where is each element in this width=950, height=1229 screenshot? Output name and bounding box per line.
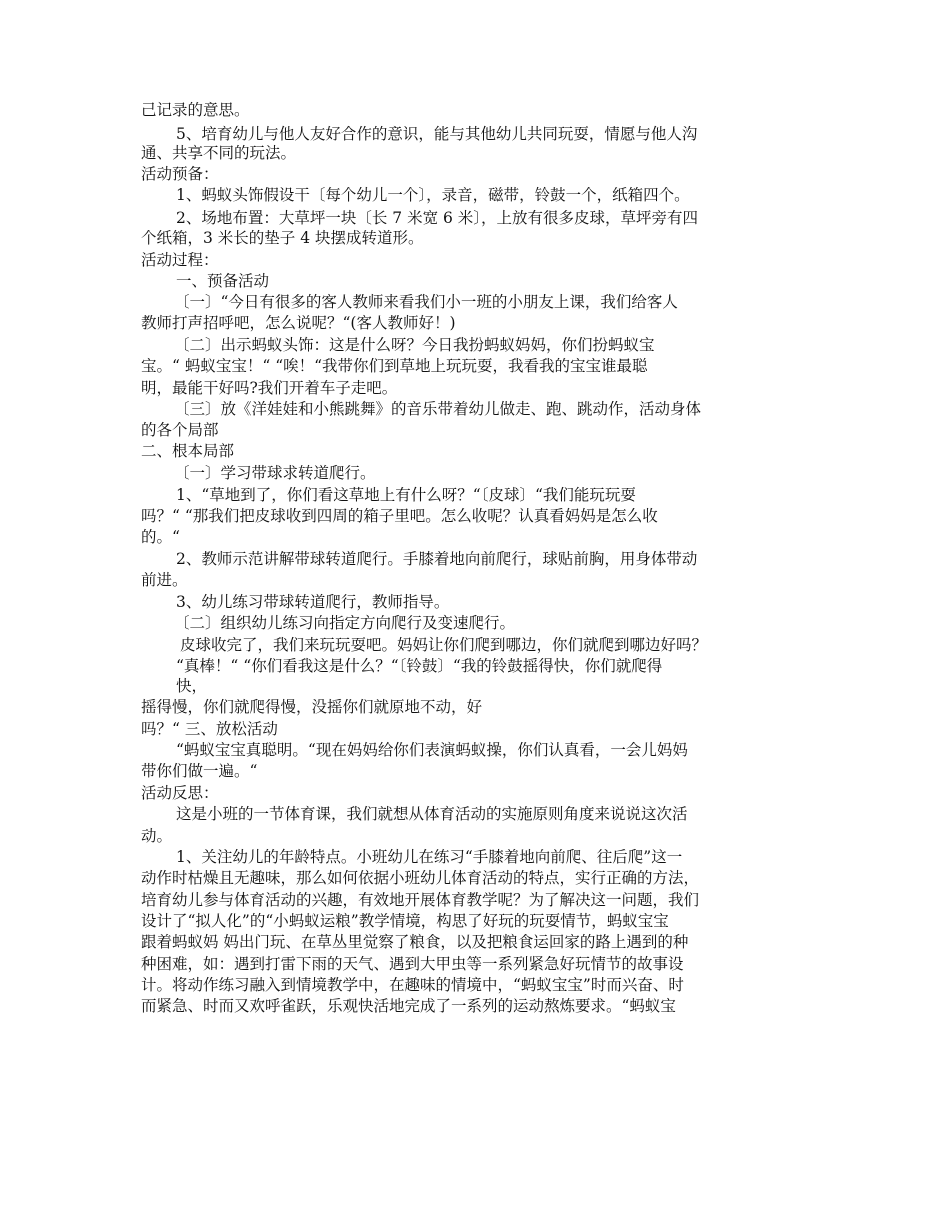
text-line: 吗？“ 三、放松活动 — [141, 720, 278, 738]
section-heading: 一、预备活动 — [176, 272, 270, 290]
text-line: 动作时枯燥且无趣味，那么如何依据小班幼儿体育活动的特点，实行正确的方法， — [141, 869, 700, 887]
text-line: 1、关注幼儿的年龄特点。小班幼儿在练习“手膝着地向前爬、往后爬”这一 — [176, 848, 683, 866]
text-line: 快， — [176, 677, 208, 695]
section-heading: 活动预备： — [141, 165, 219, 183]
text-line: 设计了“拟人化”的“小蚂蚁运粮”教学情境，构思了好玩的玩耍情节，蚂蚁宝宝 — [141, 912, 669, 930]
text-line: 〔二〕出示蚂蚁头饰：这是什么呀？今日我扮蚂蚁妈妈，你们扮蚂蚁宝 — [174, 336, 655, 354]
text-line: “真棒！“ “你们看我这是什么？“〔铃鼓〕“我的铃鼓摇得快，你们就爬得 — [176, 657, 663, 675]
text-line: 1、蚂蚁头饰假设干〔每个幼儿一个〕，录音，磁带，铃鼓一个，纸箱四个。 — [176, 186, 690, 204]
text-line: 2、教师示范讲解带球转道爬行。手膝着地向前爬行，球贴前胸，用身体带动 — [176, 550, 698, 568]
text-line: 通、共享不同的玩法。 — [141, 144, 297, 162]
text-line: 种困难，如：遇到打雷下雨的天气、遇到大甲虫等一系列紧急好玩情节的故事设 — [141, 955, 684, 973]
text-line: 动。 — [141, 827, 173, 845]
section-heading: 活动过程： — [141, 251, 219, 269]
text-line: 己记录的意思。 — [141, 101, 250, 119]
text-line: 跟着蚂蚁妈 妈出门玩、在草丛里觉察了粮食，以及把粮食运回家的路上遇到的种 — [141, 933, 689, 951]
text-line: 〔二〕组织幼儿练习向指定方向爬行及变速爬行。 — [174, 614, 516, 632]
text-line: 摇得慢，你们就爬得慢，没摇你们就原地不动，好 — [141, 698, 483, 716]
text-line: 5、培育幼儿与他人友好合作的意识，能与其他幼儿共同玩耍，情愿与他人沟 — [176, 125, 698, 143]
section-heading: 二、根本局部 — [141, 442, 235, 460]
text-line: 明，最能干好吗?我们开着车子走吧。 — [141, 379, 398, 397]
text-line: 皮球收完了，我们来玩玩耍吧。妈妈让你们爬到哪边，你们就爬到哪边好吗？ — [180, 636, 708, 654]
text-line: 教师打声招呼吧，怎么说呢？“(客人教师好！) — [141, 314, 456, 332]
text-line: 培育幼儿参与体育活动的兴趣，有效地开展体育教学呢？为了解决这一问题，我们 — [141, 891, 700, 909]
text-line: 〔三〕放《洋娃娃和小熊跳舞》的音乐带着幼儿做走、跑、跳动作，活动身体 — [174, 400, 702, 418]
text-line: 的。“ — [141, 528, 180, 546]
text-line: 1、“草地到了，你们看这草地上有什么呀？“〔皮球〕“我们能玩玩耍 — [176, 486, 636, 504]
text-line: 吗？“ “那我们把皮球收到四周的箱子里吧。怎么收呢？认真看妈妈是怎么收 — [141, 507, 658, 525]
text-line: “蚂蚁宝宝真聪明。“现在妈妈给你们表演蚂蚁操，你们认真看，一会儿妈妈 — [176, 741, 688, 759]
section-heading: 活动反思： — [141, 784, 219, 802]
text-line: 而紧急、时而又欢呼雀跃，乐观快活地完成了一系列的运动熬炼要求。“蚂蚁宝 — [141, 997, 676, 1015]
text-line: 3、幼儿练习带球转道爬行，教师指导。 — [176, 593, 450, 611]
text-line: 这是小班的一节体育课，我们就想从体育活动的实施原则角度来说说这次活 — [176, 805, 688, 823]
text-line: 〔一〕“今日有很多的客人教师来看我们小一班的小朋友上课，我们给客人 — [174, 293, 678, 311]
text-line: 2、场地布置：大草坪一块〔长 7 米宽 6 米〕，上放有很多皮球，草坪旁有四 — [176, 209, 699, 227]
text-line: 个纸箱，3 米长的垫子 4 块摆成转道形。 — [141, 229, 424, 247]
text-line: 〔一〕学习带球求转道爬行。 — [174, 464, 376, 482]
text-line: 前进。 — [141, 571, 188, 589]
text-line: 宝。“ 蚂蚁宝宝！“ “唉！“我带你们到草地上玩玩耍，我看我的宝宝谁最聪 — [141, 357, 648, 375]
text-line: 计。将动作练习融入到情境教学中，在趣味的情境中，“蚂蚁宝宝”时而兴奋、时 — [141, 976, 684, 994]
text-line: 的各个局部 — [141, 421, 219, 439]
text-line: 带你们做一遍。“ — [141, 762, 258, 780]
